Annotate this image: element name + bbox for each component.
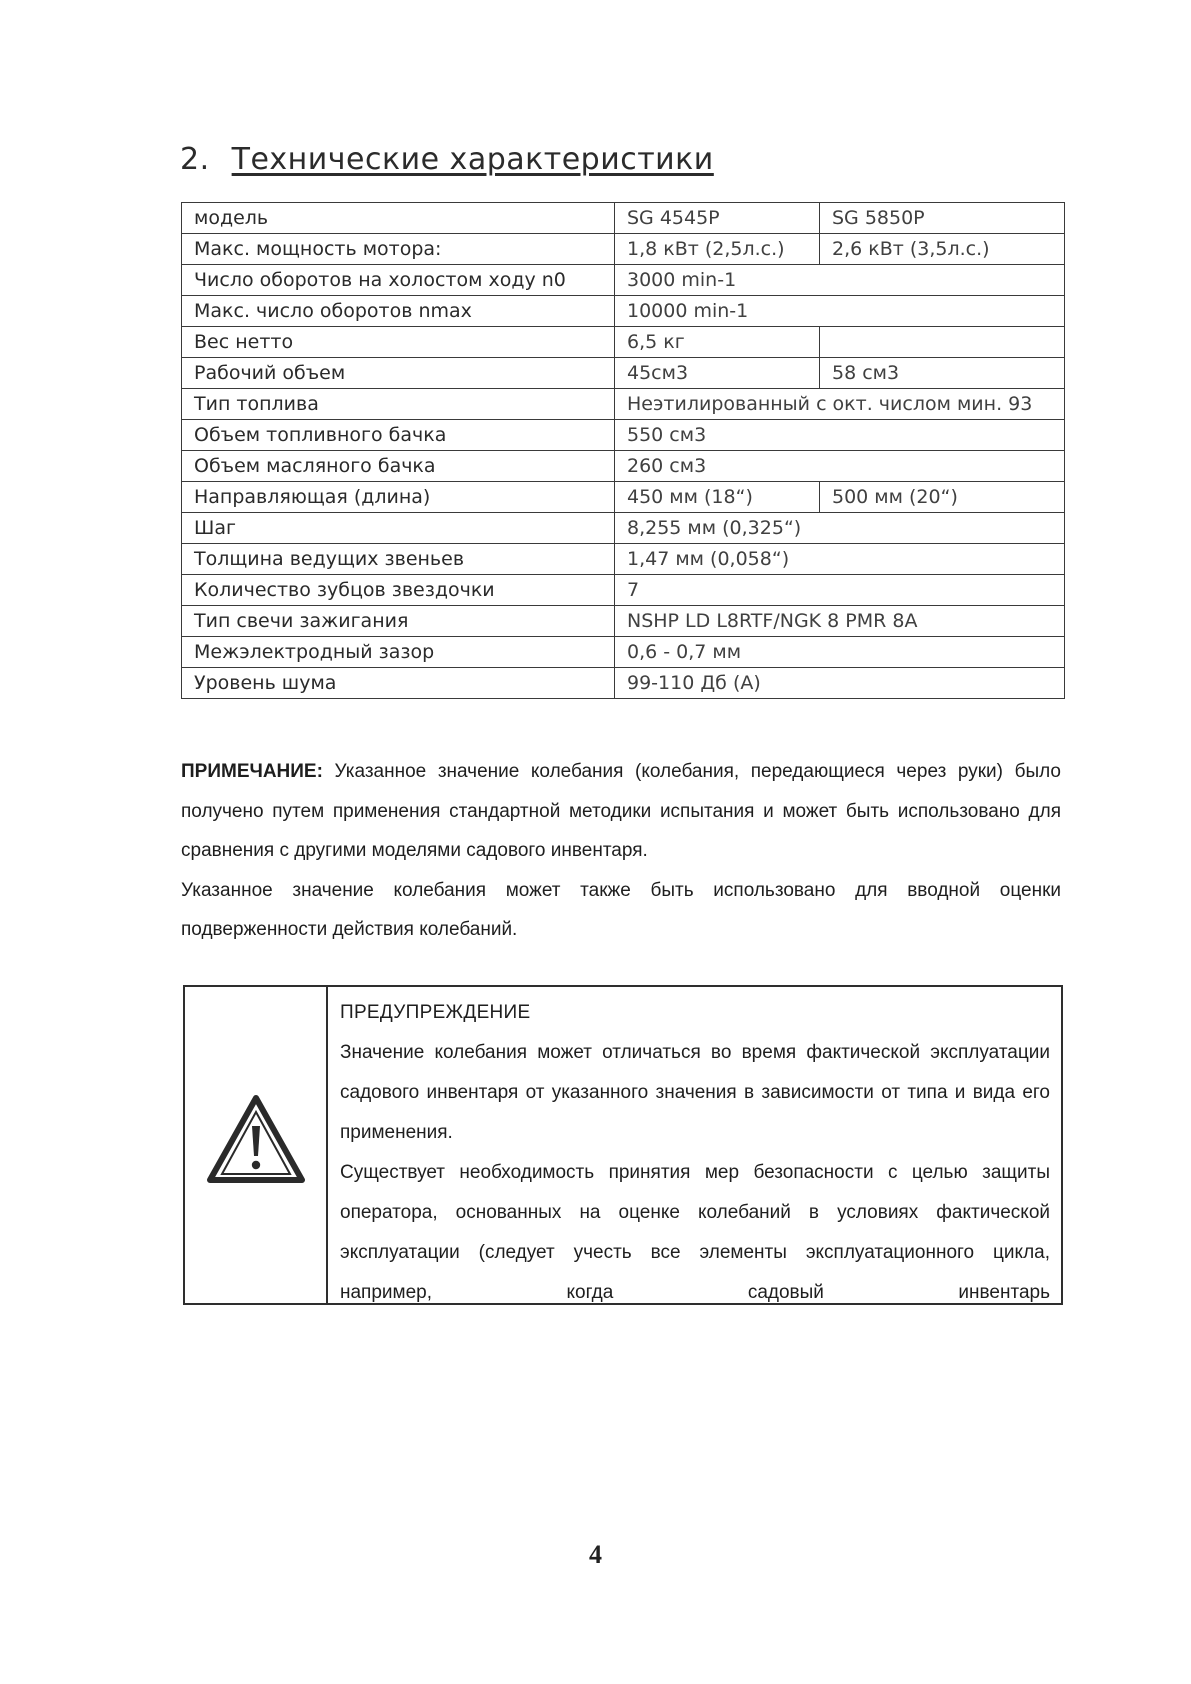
specifications-table-body (182, 203, 1065, 699)
spec-label: Уровень шума (182, 668, 615, 699)
section-title: Технические характеристики (231, 142, 714, 177)
spec-value-sg5850p (820, 327, 1065, 358)
spec-label: Шаг (182, 513, 615, 544)
spec-value-sg5850p: 2,6 кВт (3,5л.с.) (820, 234, 1065, 265)
spec-value-sg5850p: SG 5850P (820, 203, 1065, 234)
spec-label: Толщина ведущих звеньев (182, 544, 615, 575)
note-section (181, 752, 1061, 950)
warning-triangle-icon (206, 1094, 306, 1184)
section-number: 2. (180, 142, 210, 177)
spec-value: 260 см3 (615, 451, 1065, 482)
spec-row (182, 451, 1065, 482)
spec-row (182, 358, 1065, 389)
spec-label: Вес нетто (182, 327, 615, 358)
spec-row (182, 389, 1065, 420)
spec-value: 0,6 - 0,7 мм (615, 637, 1065, 668)
spec-row (182, 203, 1065, 234)
note-text-1: Указанное значение колебания (колебания, передающиеся через руки) было получено путем применения стандартной методики испытания и может быть использовано для сравнения с другими моделями садового инвентаря. (181, 761, 1061, 861)
spec-value: 3000 min-1 (615, 265, 1065, 296)
spec-label: Макс. мощность мотора: (182, 234, 615, 265)
note-paragraph-2: Указанное значение колебания может также быть использовано для вводной оценки подверженности действия колебаний. (181, 879, 1061, 940)
warning-paragraph-1: Значение колебания может отличаться во время фактической эксплуатации садового инвентаря от указанного значения в зависимости от типа и вида его применения. (340, 1042, 1050, 1143)
spec-label: модель (182, 203, 615, 234)
spec-label: Межэлектродный зазор (182, 637, 615, 668)
spec-label: Рабочий объем (182, 358, 615, 389)
specifications-table (181, 202, 1065, 699)
spec-value-sg5850p: 500 мм (20“) (820, 482, 1065, 513)
spec-label: Тип топлива (182, 389, 615, 420)
spec-label: Объем топливного бачка (182, 420, 615, 451)
warning-title: ПРЕДУПРЕЖДЕНИЕ (340, 1002, 531, 1023)
spec-label: Макс. число оборотов nmax (182, 296, 615, 327)
spec-value-sg4545p: SG 4545P (615, 203, 820, 234)
spec-row (182, 420, 1065, 451)
warning-icon-cell (185, 987, 328, 1303)
spec-row (182, 327, 1065, 358)
spec-label: Объем масляного бачка (182, 451, 615, 482)
spec-value: NSHP LD L8RTF/NGK 8 PMR 8A (615, 606, 1065, 637)
spec-row (182, 234, 1065, 265)
note-paragraph-1 (181, 752, 1061, 871)
warning-box (183, 985, 1063, 1305)
spec-row (182, 544, 1065, 575)
page-number: 4 (589, 1540, 602, 1569)
spec-value-sg5850p: 58 см3 (820, 358, 1065, 389)
spec-value: 1,47 мм (0,058“) (615, 544, 1065, 575)
spec-row (182, 482, 1065, 513)
spec-row (182, 637, 1065, 668)
spec-label: Тип свечи зажигания (182, 606, 615, 637)
spec-row (182, 296, 1065, 327)
spec-label: Количество зубцов звездочки (182, 575, 615, 606)
spec-value-sg4545p: 1,8 кВт (2,5л.с.) (615, 234, 820, 265)
warning-text (340, 993, 1050, 1313)
spec-value: 8,255 мм (0,325“) (615, 513, 1065, 544)
spec-row (182, 513, 1065, 544)
spec-row (182, 575, 1065, 606)
spec-value-sg4545p: 6,5 кг (615, 327, 820, 358)
spec-label: Число оборотов на холостом ходу n0 (182, 265, 615, 296)
spec-value: 99-110 Дб (А) (615, 668, 1065, 699)
spec-value: 10000 min-1 (615, 296, 1065, 327)
warning-paragraph-2: Существует необходимость принятия мер безопасности с целью защиты оператора, основанных на оценке колебаний в условиях фактической эксплуатации (следует учесть все элементы эксплуатационного цикла, например, когда садовый инвентарь (340, 1162, 1050, 1303)
section-heading (180, 142, 714, 177)
spec-value-sg4545p: 450 мм (18“) (615, 482, 820, 513)
note-label: ПРИМЕЧАНИЕ: (181, 761, 323, 782)
spec-value: 7 (615, 575, 1065, 606)
spec-value-sg4545p: 45см3 (615, 358, 820, 389)
spec-value: 550 см3 (615, 420, 1065, 451)
spec-value: Неэтилированный с окт. числом мин. 93 (615, 389, 1065, 420)
spec-row (182, 668, 1065, 699)
spec-row (182, 265, 1065, 296)
spec-label: Направляющая (длина) (182, 482, 615, 513)
spec-row (182, 606, 1065, 637)
